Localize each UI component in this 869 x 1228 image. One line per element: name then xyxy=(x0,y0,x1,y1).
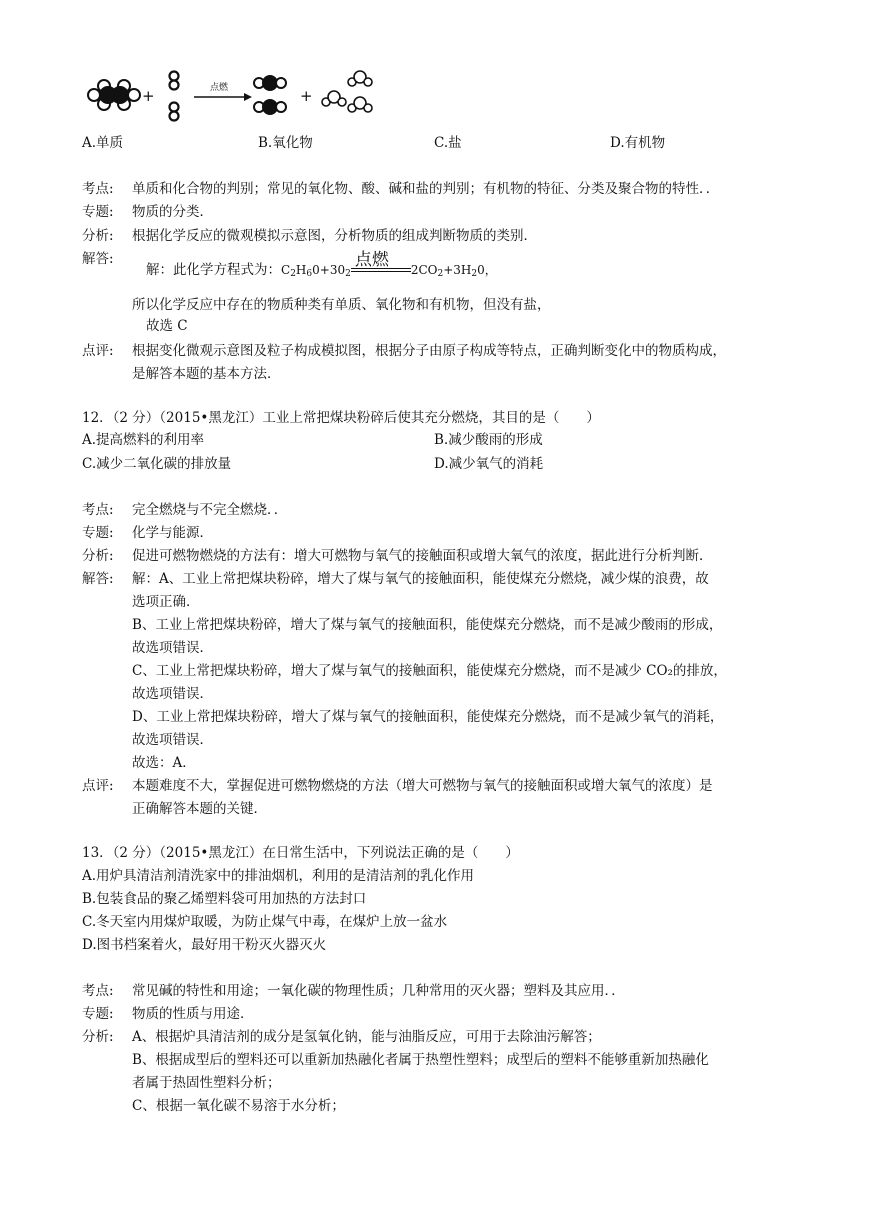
fenxi-label: 分析: xyxy=(82,228,114,244)
zhuanti-label: 专题: xyxy=(82,204,114,220)
option-b: B.氧化物 xyxy=(258,135,313,151)
option-c: C.盐 xyxy=(434,135,462,151)
equation-condition: 点燃 xyxy=(354,249,389,270)
jieda-line-9: 故选：A． xyxy=(132,755,196,771)
q13-option-c: C.冬天室内用煤炉取暖，为防止煤气中毒，在煤炉上放一盆水 xyxy=(82,914,448,930)
reaction-diagram xyxy=(82,70,382,128)
fenxi-label: 分析: xyxy=(82,548,114,564)
jieda-line-2: 故选 C xyxy=(146,318,188,334)
jieda-line-7: D、工业上常把煤块粉碎，增大了煤与氧气的接触面积，能使煤充分燃烧，而不是减少氧气的消耗， xyxy=(132,709,724,725)
q12-option-c: C.减少二氧化碳的排放量 xyxy=(82,456,232,472)
dianping-line-2: 是解答本题的基本方法． xyxy=(132,366,281,382)
dianping-line-1: 根据变化微观示意图及粒子构成模拟图，根据分子由原子构成等特点，正确判断变化中的物质构成， xyxy=(132,343,726,359)
kaodian-label: 考点: xyxy=(82,502,114,518)
jieda-line-2: 选项正确． xyxy=(132,594,200,610)
fenxi-line-4: C、根据一氧化碳不易溶于水分析； xyxy=(132,1098,345,1114)
zhuanti-label: 专题: xyxy=(82,525,114,541)
q13-option-d: D.图书档案着火，最好用干粉灭火器灭火 xyxy=(82,937,327,953)
dianping-line-2: 正确解答本题的关键． xyxy=(132,801,267,817)
arrow-label: 点燃 xyxy=(210,83,229,93)
fenxi-label: 分析: xyxy=(82,1029,114,1045)
dianping-label: 点评: xyxy=(82,343,114,359)
svg-text:+: + xyxy=(300,87,313,105)
kaodian-text: 常见碱的特性和用途；一氧化碳的物理性质；几种常用的灭火器；塑料及其应用．． xyxy=(132,983,625,999)
jieda-line-1: 所以化学反应中存在的物质种类有单质、氧化物和有机物，但没有盐， xyxy=(132,297,551,313)
jieda-line-5: C、工业上常把煤块粉碎，增大了煤与氧气的接触面积，能使煤充分燃烧，而不是减少 CO₂的排放， xyxy=(132,663,727,679)
q12-option-d: D.减少氧气的消耗 xyxy=(434,456,544,472)
q12-stem: 12．（2 分）（2015•黑龙江）工业上常把煤块粉碎后使其充分燃烧，其目的是（ ） xyxy=(82,410,600,426)
jieda-label: 解答: xyxy=(82,571,114,587)
chemical-equation: 解：此化学方程式为：$C_2H_60+30_2$ 点燃 $2CO_2+3H_20$， xyxy=(146,249,497,279)
option-a: A.单质 xyxy=(82,135,124,151)
zhuanti-text: 化学与能源． xyxy=(132,525,213,541)
jieda-line-4: 故选项错误． xyxy=(132,640,213,656)
jieda-line-3: B、工业上常把煤块粉碎，增大了煤与氧气的接触面积，能使煤充分燃烧，而不是减少酸雨的形成， xyxy=(132,617,723,633)
q12-option-b: B.减少酸雨的形成 xyxy=(434,432,543,448)
equation-prefix: 解：此化学方程式为： xyxy=(146,262,281,278)
fenxi-text: 根据化学反应的微观模拟示意图，分析物质的组成判断物质的类别． xyxy=(132,228,537,244)
q12-option-a: A.提高燃料的利用率 xyxy=(82,432,205,448)
fenxi-line-3: 者属于热固性塑料分析； xyxy=(132,1075,281,1091)
fenxi-line-2: B、根据成型后的塑料还可以重新加热融化者属于热塑性塑料；成型后的塑料不能够重新加热融化 xyxy=(132,1052,709,1068)
q13-option-a: A.用炉具清洁剂清洗家中的排油烟机，利用的是清洁剂的乳化作用 xyxy=(82,868,475,884)
q13-option-b: B.包装食品的聚乙烯塑料袋可用加热的方法封口 xyxy=(82,891,367,907)
zhuanti-text: 物质的性质与用途． xyxy=(132,1006,254,1022)
jieda-line-1: 解：A、工业上常把煤块粉碎，增大了煤与氧气的接触面积，能使煤充分燃烧，减少煤的浪费，故 xyxy=(132,571,709,587)
ethane-molecule xyxy=(88,80,140,110)
oxygen-molecules xyxy=(170,72,179,121)
dianping-line-1: 本题难度不大，掌握促进可燃物燃烧的方法（增大可燃物与氧气的接触面积或增大氧气的浓度）是 xyxy=(132,778,713,794)
option-d: D.有机物 xyxy=(610,135,666,151)
q13-stem: 13．（2 分）（2015•黑龙江）在日常生活中，下列说法正确的是（ ） xyxy=(82,845,519,861)
fenxi-line-1: A、根据炉具清洁剂的成分是氢氧化钠，能与油脂反应，可用于去除油污解答； xyxy=(132,1029,601,1045)
jieda-line-6: 故选项错误． xyxy=(132,686,213,702)
co2-molecules xyxy=(254,76,286,114)
kaodian-text: 完全燃烧与不完全燃烧．． xyxy=(132,502,288,518)
kaodian-label: 考点: xyxy=(82,181,114,197)
zhuanti-text: 物质的分类． xyxy=(132,204,213,220)
jieda-line-8: 故选项错误． xyxy=(132,732,213,748)
jieda-label: 解答: xyxy=(82,251,114,267)
water-molecules xyxy=(322,71,372,112)
zhuanti-label: 专题: xyxy=(82,1006,114,1022)
kaodian-label: 考点: xyxy=(82,983,114,999)
fenxi-text: 促进可燃物燃烧的方法有：增大可燃物与氧气的接触面积或增大氧气的浓度，据此进行分析判断． xyxy=(132,548,713,564)
dianping-label: 点评: xyxy=(82,778,114,794)
kaodian-text: 单质和化合物的判别；常见的氧化物、酸、碱和盐的判别；有机物的特征、分类及聚合物的特性．． xyxy=(132,181,720,197)
svg-text:+: + xyxy=(142,87,155,105)
